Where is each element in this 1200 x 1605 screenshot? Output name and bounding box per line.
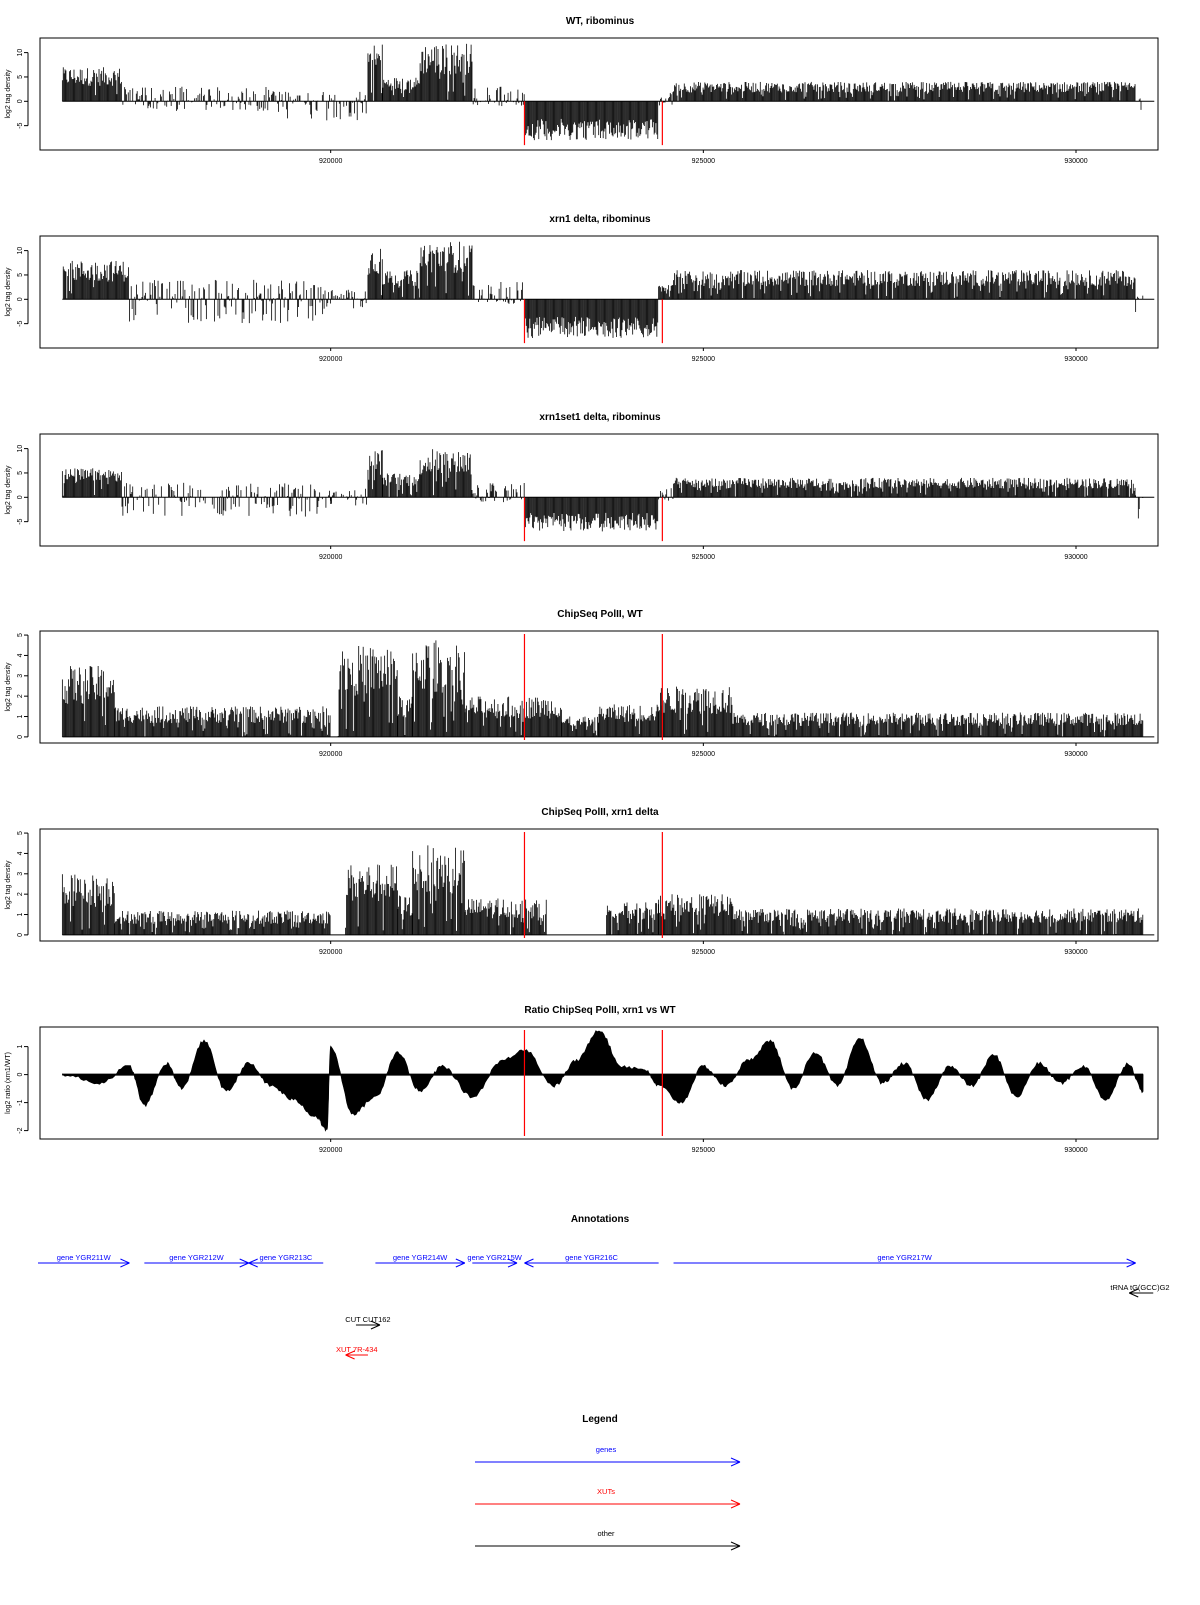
x-tick-label: 930000 bbox=[1064, 158, 1087, 165]
panel-title: xrn1 delta, ribominus bbox=[549, 214, 651, 225]
panel-title: xrn1set1 delta, ribominus bbox=[539, 412, 661, 423]
x-tick-label: 925000 bbox=[692, 751, 715, 758]
x-tick-label: 920000 bbox=[319, 356, 342, 363]
y-axis-label: log2 tag density bbox=[5, 465, 12, 515]
x-tick-label: 920000 bbox=[319, 554, 342, 561]
y-axis-label: log2 tag density bbox=[5, 662, 12, 712]
x-tick-label: 930000 bbox=[1064, 356, 1087, 363]
y-tick-label: 3 bbox=[17, 674, 24, 678]
x-tick-label: 925000 bbox=[692, 949, 715, 956]
x-tick-label: 930000 bbox=[1064, 751, 1087, 758]
y-tick-label: 10 bbox=[17, 445, 24, 453]
y-tick-label: 1 bbox=[17, 714, 24, 718]
y-tick-label: 5 bbox=[17, 633, 24, 637]
x-tick-label: 925000 bbox=[692, 158, 715, 165]
x-tick-label: 920000 bbox=[319, 949, 342, 956]
bars bbox=[62, 640, 1142, 737]
panel-5 bbox=[5, 807, 1158, 956]
panel-3 bbox=[5, 412, 1158, 561]
bars bbox=[62, 845, 1142, 935]
y-tick-label: 2 bbox=[17, 892, 24, 896]
y-tick-label: 0 bbox=[17, 297, 24, 301]
panel-title: ChipSeq PolII, WT bbox=[557, 609, 643, 620]
x-tick-label: 920000 bbox=[319, 751, 342, 758]
y-tick-label: 10 bbox=[17, 49, 24, 57]
y-tick-label: 0 bbox=[17, 735, 24, 739]
y-tick-label: 1 bbox=[17, 912, 24, 916]
bars bbox=[62, 44, 1141, 140]
panel-title: ChipSeq PolII, xrn1 delta bbox=[541, 807, 659, 818]
y-tick-label: 0 bbox=[17, 933, 24, 937]
y-tick-label: 5 bbox=[17, 471, 24, 475]
bars bbox=[62, 242, 1142, 338]
y-tick-label: 0 bbox=[17, 99, 24, 103]
y-tick-label: -5 bbox=[17, 122, 24, 128]
x-tick-label: 920000 bbox=[319, 158, 342, 165]
x-tick-label: 930000 bbox=[1064, 949, 1087, 956]
panel-title: WT, ribominus bbox=[566, 16, 635, 27]
panel-4 bbox=[5, 609, 1158, 758]
panel-1 bbox=[5, 16, 1158, 165]
panel-2 bbox=[5, 214, 1158, 363]
y-tick-label: 2 bbox=[17, 694, 24, 698]
y-tick-label: 4 bbox=[17, 851, 24, 855]
y-tick-label: 5 bbox=[17, 75, 24, 79]
y-tick-label: 3 bbox=[17, 872, 24, 876]
x-tick-label: 925000 bbox=[692, 356, 715, 363]
bars bbox=[62, 449, 1142, 531]
y-tick-label: -5 bbox=[17, 320, 24, 326]
y-axis-label: log2 tag density bbox=[5, 860, 12, 910]
x-tick-label: 925000 bbox=[692, 554, 715, 561]
y-tick-label: 5 bbox=[17, 273, 24, 277]
y-tick-label: 10 bbox=[17, 247, 24, 255]
y-tick-label: 5 bbox=[17, 831, 24, 835]
y-tick-label: 4 bbox=[17, 653, 24, 657]
y-axis-label: log2 tag density bbox=[5, 69, 12, 119]
y-axis-label: log2 tag density bbox=[5, 267, 12, 317]
y-tick-label: 0 bbox=[17, 495, 24, 499]
y-tick-label: -5 bbox=[17, 518, 24, 524]
x-tick-label: 930000 bbox=[1064, 554, 1087, 561]
